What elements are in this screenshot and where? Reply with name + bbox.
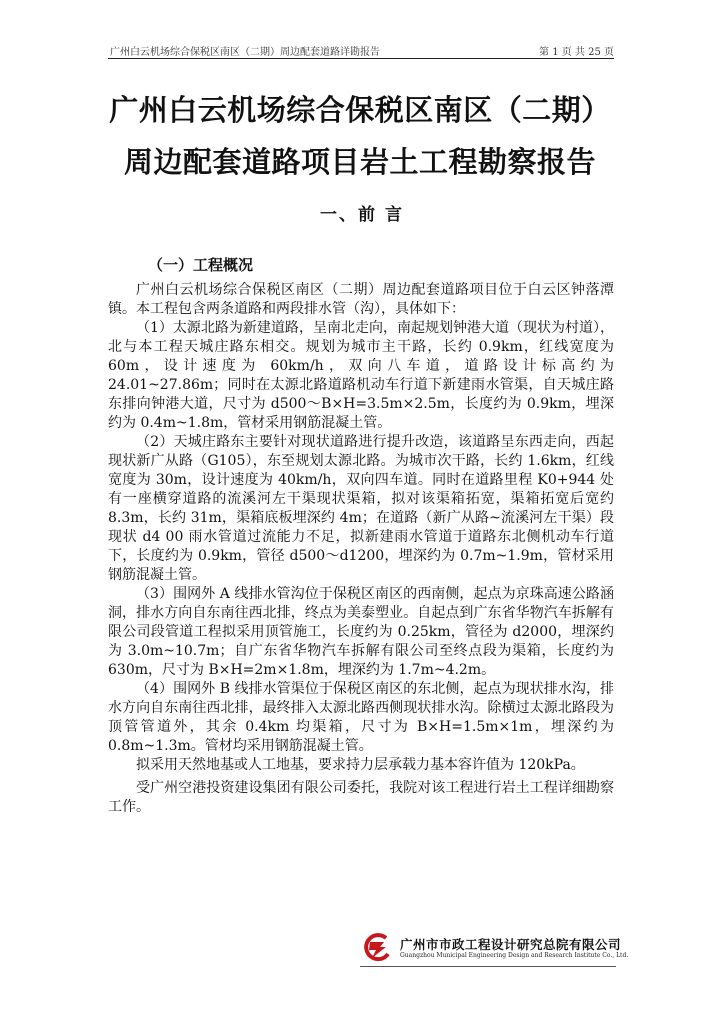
paragraph-intro: 广州白云机场综合保税区南区（二期）周边配套道路项目位于白云区钟落潭镇。本工程包含两条道路和两段排水管（沟），具体如下： (108, 282, 614, 317)
paragraph-item-3: （3）围网外 A 线排水管沟位于保税区南区的西南侧，起点为京珠高速公路涵洞，排水方向自东南往西北排，终点为美泰塑业。自起点到广东省华物汽车拆解有限公司段管道工程拟采用顶管施工，长度约为 0.25km，管径为 d2000，埋深约为 3.0m~10.7m；自广东省华物汽车拆解有限公司至终点段为渠箱，长度约为 630m，尺寸为 B×H=2m×1.8m，埋深约为 1.7m~4.2m。 (108, 586, 614, 678)
paragraph-commission: 受广州空港投资建设集团有限公司委托，我院对该工程进行岩土工程详细勘察工作。 (108, 780, 614, 815)
page-header (108, 38, 614, 59)
paragraph-foundation: 拟采用天然地基或人工地基，要求持力层承载力基本容许值为 120kPa。 (136, 757, 585, 773)
header-doc-title: 广州白云机场综合保税区南区（二期）周边配套道路详勘报告 (110, 47, 380, 58)
footer-company-name-en: Guangzhou Municipal Engineering Design and Research Institute Co., Ltd. (400, 952, 629, 959)
paragraph-item-1: （1）太源北路为新建道路，呈南北走向，南起规划钟港大道（现状为村道），北与本工程天城庄路东相交。规划为城市主干路，长约 0.9km，红线宽度为 60m，设计速度为 60km/h，双向八车道，道路设计标高约为 24.01~27.86m；同时在太源北路道路机动车行道下新建雨水管渠，自天城庄路东排向钟港大道，尺寸为 d500～B×H=3.5m×2.5m，长度约为 0.9km，埋深约为 0.4m~1.8m，管材采用钢筋混凝土管。 (108, 320, 614, 431)
page-footer (360, 932, 629, 967)
company-logo-icon (360, 932, 394, 962)
section-heading: 一、前 言 (320, 205, 404, 225)
report-title-line-1: 广州白云机场综合保税区南区（二期） (109, 93, 611, 127)
header-page-info: 第 1 页 共 25 页 (539, 47, 614, 58)
paragraph-item-4: （4）围网外 B 线排水管渠位于保税区南区的东北侧，起点为现状排水沟，排水方向自东南往西北排，最终排入太源北路西侧现状排水沟。除横过太源北路段为顶管管道外，其余 0.4km 均渠箱，尺寸为 B×H=1.5m×1m，埋深约为 0.8m~1.3m。管材均采用钢筋混凝土管。 (108, 681, 614, 754)
footer-company-name: 广州市市政工程设计研究总院有限公司 (400, 937, 622, 952)
body-text (108, 281, 614, 817)
subsection-heading: （一）工程概况 (148, 256, 254, 274)
paragraph-item-2: （2）天城庄路东主要针对现状道路进行提升改造，该道路呈东西走向，西起现状新广从路（G105），东至规划太源北路。为城市次干路，长约 1.6km，红线宽度为 30m，设计速度为 40km/h，双向四车道。同时在道路里程 K0+944 处有一座横穿道路的流溪河左干渠现状渠箱，拟对该渠箱拓宽，渠箱拓宽后宽约 8.3m，长约 31m，渠箱底板埋深约 4m；在道路（新广从路~流溪河左干渠）段现状 d4 00 雨水管道过流能力不足，拟新建雨水管道于道路东北侧机动车行道下，长度约为 0.9km，管径 d500～d1200，埋深约为 0.7m~1.9m，管材采用钢筋混凝土管。 (108, 434, 614, 583)
report-title-line-2: 周边配套道路项目岩土工程勘察报告 (123, 145, 596, 179)
